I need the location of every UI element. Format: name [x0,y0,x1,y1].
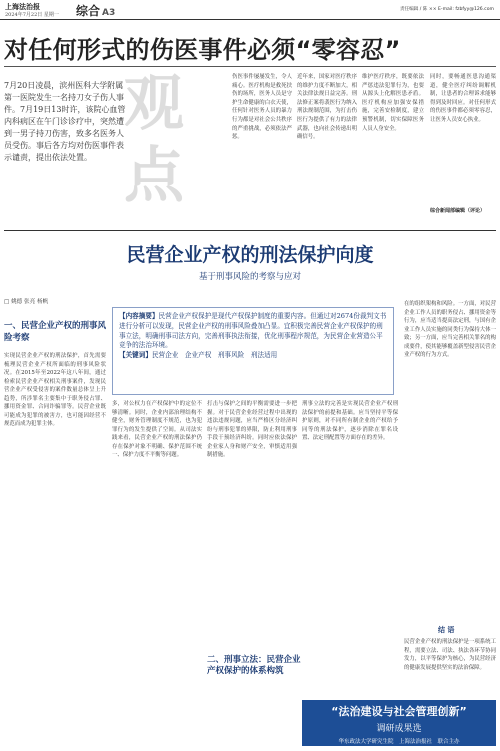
lede-paragraph: 7月20日凌晨，滨州医科大学附属第一医院发生一名持刀女子伤人事件。7月19日13时许，该院心血管内科病区在午门诊诊疗中，突然遭到一男子持刀伤害，致多名医务人员受伤。事后各方均对伤医事件表示谴责，提出依法处置。 [4,81,126,162]
feature-subhead: 基于刑事风险的考察与应对 [198,272,301,282]
body-column: 刑事立法的完善是实现民营企业产权刑法保护的前提和基础。应当坚持平等保护原则，对不同所有制企业的产权给予同等的刑法保护，逐步消除在罪名设置、法定刑配置等方面存在的差异。 [302,401,398,441]
issue-date: 2024年7月22日 星期一 [5,12,59,18]
divider [4,230,496,231]
abstract-box [112,307,394,395]
feature-headline: 民营企业产权的刑法保护向度 [126,244,374,266]
abstract-tag: 【内容摘要】 [119,312,159,320]
page-header [0,0,500,20]
editor-info: 责任编辑 / 陈 ×× E-mail: fzbfyy@126.com [399,7,494,12]
keywords-tag: 【关键词】 [119,351,152,360]
banner-organizers: 华东政法大学研究生院 上海法治报社 联合主办 [338,739,460,745]
section-label [76,2,115,19]
divider [4,66,496,67]
conclusion-heading: 结 语 [438,626,455,634]
body-column: 多，对公权力在产权保护中的定位不够清晰。同时，企业内部治理结构不健全，财务管理制度不规范，也为犯罪行为的发生提供了空间。从司法实践来看，民营企业产权的刑法保护仍存在保护对象不明确、保护范围不统一、保护力度不平衡等问题。 [112,401,202,458]
body-column: 在的组织架构和风险。一方面，对民营企业工作人员的职务侵占、挪用资金等行为，应当适当提高法定刑，与国有企业工作人员实施的同类行为保持大体一致；另一方面，应当完善相关罪名的构成要件，使其能够覆盖新型侵害民营企业产权的行为方式。 [404,301,496,358]
section-name: 综合 [76,4,101,18]
watermark-graphic: 观点 [124,69,184,211]
banner-title: “法治建设与社会管理创新” [331,705,467,718]
conclusion-text: 民营企业产权的刑法保护是一项系统工程，需要立法、司法、执法各环节协同发力，以平等保护为核心，为民营经济的健康发展提供坚实的法治保障。 [404,639,496,671]
page-number: A3 [102,8,116,18]
top-headline: 对任何形式的伤医事件必须“零容忍” [4,36,401,64]
article-column: 同时，要畅通医患沟通渠道，健全医疗纠纷调解机制，让患者的合理诉求能够得到及时回应。对任何形式的伤医事件都必须零容忍，让医务人员安心执业。 [430,74,496,123]
section-heading: 二、刑事立法：民营企业产权保护的体系构筑 [207,655,301,676]
article-column: 维护医疗秩序，既要依法严惩违法犯罪行为，也要从源头上化解医患矛盾。医疗机构应加强安保措施，完善安检制度，建立预警机制，切实保障医务人员人身安全。 [362,74,424,132]
section-heading: 一、民营企业产权的刑事风险考察 [4,321,107,343]
body-column: 实现民营企业产权的刑法保护，首先需要梳理民营企业产权所面临的刑事风险状况。在2015年至2022年这八年间，通过检索民营企业产权相关刑事案件，发现民营企业产权受侵害的案件数量总体呈上升趋势，所涉罪名主要集中于职务侵占罪、挪用资金罪、合同诈骗罪等。民营企业既可能成为犯罪的被害方，也可能因经营不规范而成为犯罪主体。 [4,353,106,427]
abstract-text: 民营企业产权保护是现代产权保护制度的重要内容。但通过对2674份裁判文书进行分析可以发现，民营企业产权的刑事风险叠加凸显。宜积极完善民营企业产权保护的刑事立法，明确刑事司法方向，完善刑事执法衔接，优化刑事程序规范，为民营企业营造公平竞争的法治环境。 [119,312,387,350]
article-column: 伤医事件屡屡发生，令人痛心。医疗机构是救死扶伤的场所，医务人员是守护生命健康的白衣天使，任何针对医务人员的暴力行为都是对社会公共秩序的严重挑战，必须依法严惩。 [232,74,292,141]
byline: 综合新闻部编辑（评论） [430,208,486,214]
banner-subtitle: 调研成果选 [376,724,422,734]
series-banner [302,700,496,746]
body-column: 打击与保护之间的平衡需要进一步把握。对于民营企业经营过程中出现的违法违规问题，应当严格区分经济纠纷与刑事犯罪的界限，防止利用刑事手段干预经济纠纷。同时应依法保护企业家人身和财产安全，审慎适用强制措施。 [207,401,297,458]
author-line: □ 姚德 张亮 杨帆 [4,299,49,305]
masthead: 上海法治报 [5,2,40,11]
article-column: 近年来，国家对医疗秩序的维护力度不断加大，相关法律法规日益完善。刑法修正案将袭医行为纳入刑法规制范围，为打击伤医行为提供了有力的法律武器，也向社会传递出明确信号。 [297,74,357,141]
keywords-text: 民营企业 企业产权 刑事风险 刑法适用 [151,351,278,360]
